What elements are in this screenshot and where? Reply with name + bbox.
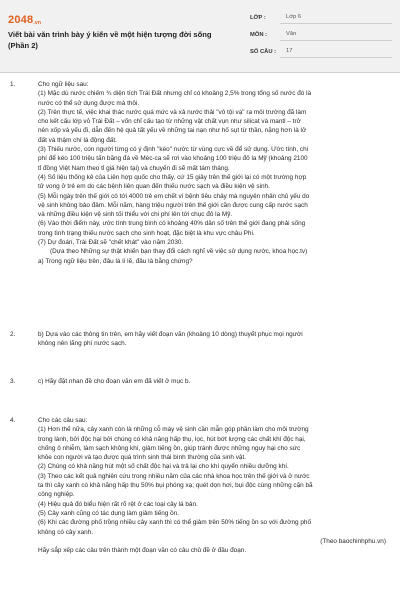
question-line: b) Dựa vào các thông tin trên, em hãy viết đoạn văn (khoảng 10 dòng) thuyết phục mọi người <box>38 331 303 338</box>
title-line-1: Viết bài văn trình bày ý kiến về một hiện tượng đời sống <box>8 30 212 39</box>
question-line: (6) Vào thời điểm này, ước tính trung bình có khoảng 40% dân số trên thế giới đang phải sống <box>38 220 306 228</box>
question-line: chống ô nhiễm, làm sạch không khí, giảm tiếng ồn, giúp tránh được những nguy hại cho sức <box>38 444 301 452</box>
meta-label-question-count: SỐ CÂU : <box>250 48 277 55</box>
question-line: (1) Mặc dù nước chiếm ¾ diện tích Trái Đất nhưng chỉ có khoảng 2,5% trong tổng số nước đó là <box>38 90 312 98</box>
question-line: trong lành, bởi độc hại bởi chúng có khả năng hấp thụ, lọc, hút bớt lượng các chất khí độc hại, <box>38 435 306 443</box>
meta-value-question-count: 17 <box>280 46 392 58</box>
question-line: ta thì cây xanh có khả năng hấp thụ 50% bụi phóng xạ; quét dọn hơi, bụi độc cùng những cặn bã <box>38 482 313 490</box>
question-line: Cho các câu sau: <box>38 417 88 424</box>
question-body <box>38 416 392 555</box>
meta-label-class: LỚP : <box>250 14 266 21</box>
question-line: c) Hãy đặt nhan đề cho đoạn văn em đã viết ở mục b. <box>38 378 191 385</box>
question-line: không có cây xanh. <box>38 528 94 536</box>
question-line: đất và thậm chí là động đất. <box>38 136 117 144</box>
question-line: (2) Chúng có khả năng hút một số chất độc hại và trả lại cho khí quyển nhiều dưỡng khí. <box>38 463 289 471</box>
question-line: (5) Mỗi ngày trên thế giới có tới 4000 trẻ em chết vì bệnh tiêu chảy mà nguyên nhân chủ yếu do <box>38 192 310 200</box>
question-line: (7) Dự đoán, Trái Đất sẽ "chết khát" vào năm 2030. <box>38 239 184 247</box>
question-number: 2. <box>10 331 16 338</box>
question-line: nên xốp và yếu đi, dẫn đến hệ quả tất yếu về những tai nạn như hố sụt từ thần, nặng hơn là lở <box>38 127 307 135</box>
question-body <box>38 80 392 266</box>
question-line: Cho ngữ liệu sau: <box>38 81 89 88</box>
question-line: và những điều kiện vệ sinh tối thiểu với chi phí lên tới chục đô la Mỹ. <box>38 211 233 219</box>
question-line: công nghiệp. <box>38 491 75 499</box>
question-line: (6) Khi các đường phố trồng nhiều cây xanh thì có thể giảm trên 50% tiếng ồn so với đường phố <box>38 519 312 527</box>
question-line: không nên lãng phí nước sạch. <box>38 340 127 348</box>
worksheet-header <box>0 0 400 73</box>
question-line: phí để kéo 100 triệu tấn băng đá về Méc-ca sẽ rơi vào khoảng 100 triệu đô la Mỹ (khoảng 2100 <box>38 155 308 163</box>
question-number: 4. <box>10 417 16 424</box>
question-line: tỉ đồng Việt Nam theo tỉ giá hiện tại) và chuyến đi sẽ mất tám tháng. <box>38 164 230 172</box>
question-line: (4) Hiệu quả đó biểu hiện rất rõ rệt ở các loại cây lá bản. <box>38 500 198 508</box>
meta-value-class: Lớp 6 <box>280 12 392 24</box>
meta-row-question-count <box>250 44 392 59</box>
question-number: 1. <box>10 81 16 88</box>
meta-row-subject <box>250 27 392 42</box>
source-citation: (Theo baochinhphu.vn) <box>320 537 386 545</box>
question-line: (4) Số liệu thống kê của Liên hợp quốc cho thấy, cứ 15 giây trên thế giới lại có một trường hợp <box>38 173 307 181</box>
question-number: 3. <box>10 378 16 385</box>
worksheet-meta <box>250 10 392 59</box>
logo-main-text: 2048 <box>8 14 34 26</box>
question-line: tử vong ở trẻ em do các bệnh liên quan đến thiếu nước sạch và điều kiện vệ sinh. <box>38 183 270 191</box>
question-line: (5) Cây xanh cũng có tác dụng làm giảm tiếng ồn. <box>38 509 180 517</box>
question-line: (3) Theo các kết quả nghiên cứu trong nhiều năm của các nhà khoa học trên thế giới và ở nước <box>38 472 310 480</box>
meta-row-class <box>250 10 392 25</box>
question-line: (1) Hơn thế nữa, cây xanh còn là những cỗ máy vệ sinh cần mẫn góp phần làm cho môi trường <box>38 426 309 434</box>
logo-sub-text: .vn <box>33 20 42 26</box>
question-prompt: a) Trong ngữ liệu trên, đâu là lí lẽ, đâu là bằng chứng? <box>38 257 193 265</box>
citation-line: (Dựa theo Những sự thật khiến bạn thay đổi cách nghĩ về việc sử dụng nước, khoa học.tv) <box>50 248 308 256</box>
meta-label-subject: MÔN : <box>250 31 268 38</box>
site-logo[interactable] <box>8 14 41 26</box>
worksheet-title <box>8 29 238 51</box>
question-line: (3) Thiếu nước, con người từng có ý định "kéo" nước từ vùng cực về để sử dụng. Ước tính, chi <box>38 146 309 154</box>
question-line: cho kết cấu lớp vỏ Trái Đất – vốn chỉ cấu tạo từ những vật chất vụn như silicat và mantl – trở <box>38 118 301 126</box>
meta-value-subject: Văn <box>280 29 392 41</box>
question-line: (2) Trên thực tế, việc khai thác nước quá mức và xả nước thải "vô tội vạ" ra môi trường đã làm <box>38 108 307 116</box>
question-body <box>38 377 392 386</box>
question-prompt: Hãy sắp xếp các câu trên thành một đoạn văn có câu chủ đề ở đầu đoạn. <box>38 547 247 555</box>
worksheet-content <box>0 80 400 596</box>
title-line-2: (Phần 2) <box>8 41 38 50</box>
question-line: vệ sinh không bảo đảm. Mỗi năm, hàng triệu người trên thế giới cần được cung cấp nước sạch <box>38 201 308 209</box>
question-line: nước có thể sử dụng được mà thôi. <box>38 99 140 107</box>
question-line: trong tình trạng thiếu nước sạch cho sinh hoạt, đặc biệt là khu vực châu Phi. <box>38 229 255 237</box>
question-line: khỏe con người và tạo được quá trình sinh thái bình thường của sinh vật. <box>38 454 247 462</box>
question-body <box>38 330 392 349</box>
